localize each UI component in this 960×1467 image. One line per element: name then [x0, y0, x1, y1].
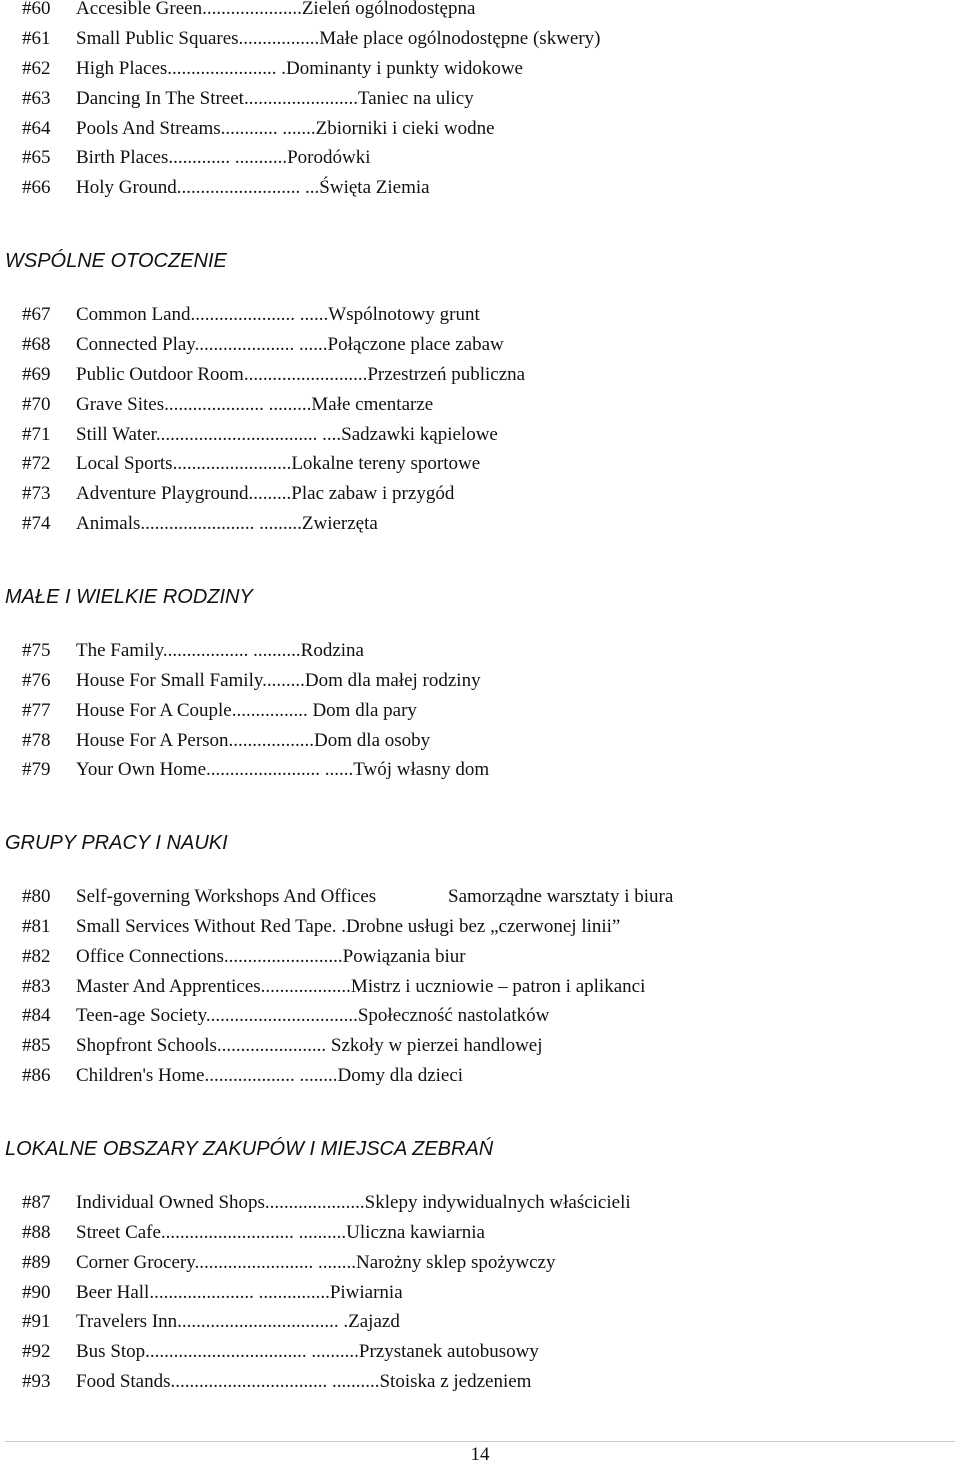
list-item	[0, 726, 940, 756]
page-number: 14	[470, 1444, 490, 1465]
list-item	[0, 300, 940, 330]
item-number: #70	[22, 394, 51, 415]
list-item	[0, 1337, 940, 1367]
list-item	[0, 636, 940, 666]
item-number: #76	[22, 670, 51, 691]
item-number: #63	[22, 88, 51, 109]
list-item	[0, 1248, 940, 1278]
list-item	[0, 509, 940, 539]
item-text: House For A Couple................ Dom dla pary	[76, 700, 417, 721]
list-item	[0, 420, 940, 450]
list-item	[0, 1061, 940, 1091]
item-text: Common Land...................... ......Wspólnotowy grunt	[76, 304, 480, 325]
list-item	[0, 755, 940, 785]
list-item	[0, 173, 940, 203]
item-number: #92	[22, 1341, 51, 1362]
item-text: Teen-age Society................................Społeczność nastolatków	[76, 1005, 550, 1026]
list-item	[0, 666, 940, 696]
item-number: #89	[22, 1252, 51, 1273]
list-item	[0, 696, 940, 726]
item-number: #91	[22, 1311, 51, 1332]
item-text: Pools And Streams............ .......Zbiorniki i cieki wodne	[76, 118, 495, 139]
list-item	[0, 360, 940, 390]
item-text: Holy Ground.......................... ...Święta Ziemia	[76, 177, 430, 198]
item-text: Dancing In The Street........................Taniec na ulicy	[76, 88, 474, 109]
list-item	[0, 390, 940, 420]
section-heading: LOKALNE OBSZARY ZAKUPÓW I MIEJSCA ZEBRAŃ	[5, 1138, 494, 1160]
item-text: Birth Places............. ...........Porodówki	[76, 147, 371, 168]
list-item	[0, 1188, 940, 1218]
item-number: #71	[22, 424, 51, 445]
item-number: #86	[22, 1065, 51, 1086]
list-item	[0, 912, 940, 942]
item-text: Beer Hall...................... ...............Piwiarnia	[76, 1282, 403, 1303]
list-item	[0, 24, 940, 54]
section-heading: WSPÓLNE OTOCZENIE	[5, 250, 227, 272]
list-item	[0, 942, 940, 972]
section-heading: MAŁE I WIELKIE RODZINY	[5, 586, 253, 608]
list-item	[0, 882, 940, 912]
item-number: #80	[22, 886, 51, 907]
item-number: #69	[22, 364, 51, 385]
item-number: #72	[22, 453, 51, 474]
list-item	[0, 1218, 940, 1248]
item-number: #83	[22, 976, 51, 997]
list-item	[0, 1031, 940, 1061]
item-text: Still Water.................................. ....Sadzawki kąpielowe	[76, 424, 498, 445]
item-number: #77	[22, 700, 51, 721]
item-number: #90	[22, 1282, 51, 1303]
item-number: #65	[22, 147, 51, 168]
item-text: Travelers Inn.................................. .Zajazd	[76, 1311, 400, 1332]
item-number: #74	[22, 513, 51, 534]
list-item	[0, 0, 940, 24]
item-number: #85	[22, 1035, 51, 1056]
list-item	[0, 1367, 940, 1397]
list-item	[0, 1278, 940, 1308]
item-text: Bus Stop.................................. ..........Przystanek autobusowy	[76, 1341, 539, 1362]
item-text: Connected Play..................... ......Połączone place zabaw	[76, 334, 504, 355]
list-item	[0, 1001, 940, 1031]
item-text-english: Self-governing Workshops And Offices	[76, 886, 377, 907]
item-text: House For Small Family.........Dom dla małej rodziny	[76, 670, 481, 691]
item-number: #61	[22, 28, 51, 49]
footer-divider	[5, 1441, 955, 1442]
list-item	[0, 84, 940, 114]
item-text: Food Stands................................. ..........Stoiska z jedzeniem	[76, 1371, 532, 1392]
item-text: Adventure Playground.........Plac zabaw i przygód	[76, 483, 455, 504]
item-number: #64	[22, 118, 51, 139]
list-item	[0, 1307, 940, 1337]
item-text: Shopfront Schools....................... Szkoły w pierzei handlowej	[76, 1035, 543, 1056]
item-number: #62	[22, 58, 51, 79]
list-item	[0, 449, 940, 479]
list-item	[0, 54, 940, 84]
item-number: #75	[22, 640, 51, 661]
item-text: Office Connections.........................Powiązania biur	[76, 946, 466, 967]
item-text: Corner Grocery......................... ........Narożny sklep spożywczy	[76, 1252, 556, 1273]
item-number: #67	[22, 304, 51, 325]
item-text: Children's Home................... ........Domy dla dzieci	[76, 1065, 464, 1086]
item-text: Accesible Green.....................Zieleń ogólnodostępna	[76, 0, 476, 19]
item-text: Individual Owned Shops.....................Sklepy indywidualnych właścicieli	[76, 1192, 631, 1213]
list-item	[0, 143, 940, 173]
item-number: #88	[22, 1222, 51, 1243]
item-number: #73	[22, 483, 51, 504]
item-number: #84	[22, 1005, 51, 1026]
item-text: Small Public Squares.................Małe place ogólnodostępne (skwery)	[76, 28, 601, 49]
item-text: Grave Sites..................... .........Małe cmentarze	[76, 394, 434, 415]
item-number: #81	[22, 916, 51, 937]
item-text: High Places....................... .Dominanty i punkty widokowe	[76, 58, 523, 79]
item-number: #87	[22, 1192, 51, 1213]
item-number: #78	[22, 730, 51, 751]
item-text: Small Services Without Red Tape. .Drobne usługi bez „czerwonej linii”	[76, 916, 621, 937]
item-text: The Family.................. ..........Rodzina	[76, 640, 364, 661]
list-item	[0, 479, 940, 509]
item-number: #93	[22, 1371, 51, 1392]
item-number: #68	[22, 334, 51, 355]
list-item	[0, 114, 940, 144]
item-text: Animals........................ .........Zwierzęta	[76, 513, 378, 534]
list-item	[0, 330, 940, 360]
list-item	[0, 972, 940, 1002]
item-number: #82	[22, 946, 51, 967]
item-number: #66	[22, 177, 51, 198]
item-number: #60	[22, 0, 51, 19]
item-text: Local Sports.........................Lokalne tereny sportowe	[76, 453, 481, 474]
item-text-polish: Samorządne warsztaty i biura	[448, 886, 674, 907]
section-heading: GRUPY PRACY I NAUKI	[5, 832, 228, 854]
item-text: Your Own Home........................ ......Twój własny dom	[76, 759, 490, 780]
item-text: House For A Person..................Dom dla osoby	[76, 730, 431, 751]
item-number: #79	[22, 759, 51, 780]
item-text: Street Cafe............................ ..........Uliczna kawiarnia	[76, 1222, 485, 1243]
item-text: Public Outdoor Room..........................Przestrzeń publiczna	[76, 364, 526, 385]
item-text: Master And Apprentices...................Mistrz i uczniowie – patron i aplikanci	[76, 976, 646, 997]
